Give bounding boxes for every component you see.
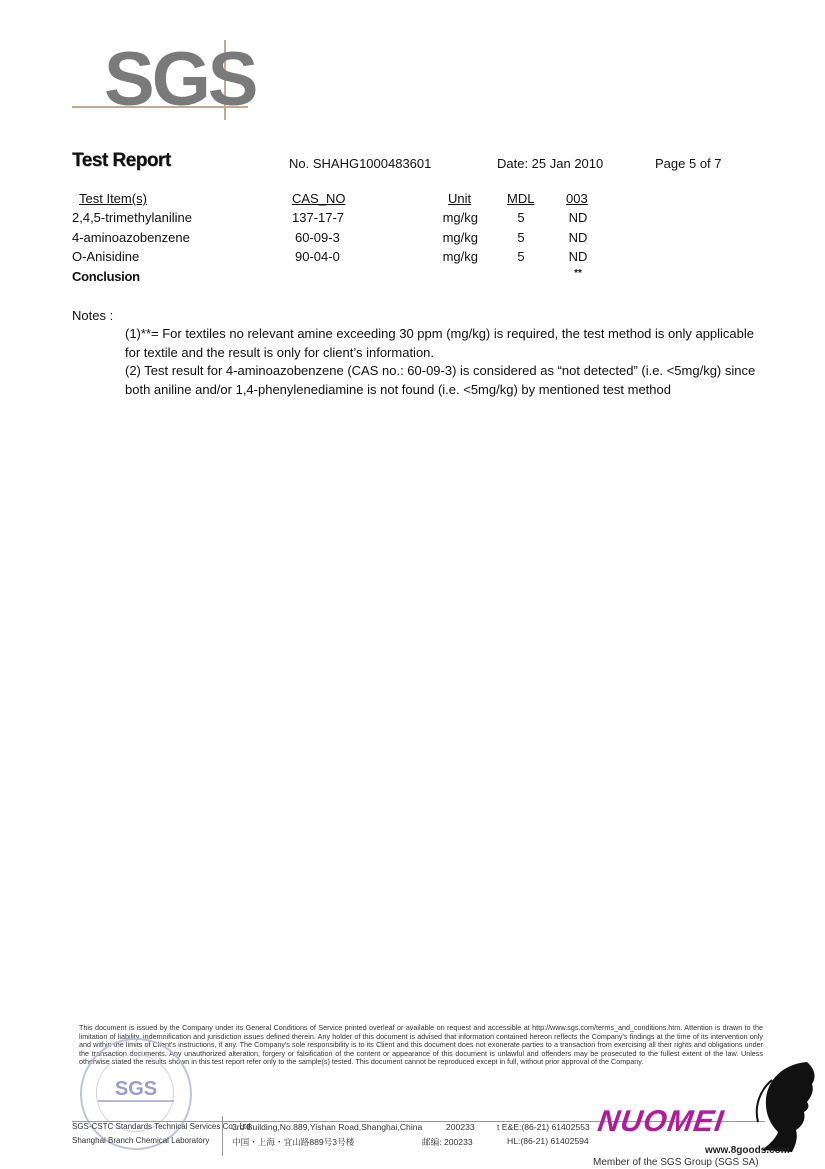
page-title: Test Report	[72, 150, 171, 171]
cell-unit: mg/kg	[442, 210, 478, 225]
cell-test-item: 4-aminoazobenzene	[72, 230, 190, 245]
note-item: (1)**= For textiles no relevant amine exceeding 30 ppm (mg/kg) is required, the test method is only applicable for textile and the result is only for client’s information.	[125, 326, 755, 360]
sgs-logo	[72, 37, 256, 122]
report-number: No. SHAHG1000483601	[289, 156, 432, 171]
cell-result: ND	[568, 210, 588, 225]
logo-text: SGS	[104, 37, 256, 122]
cell-cas-no: 60-09-3	[295, 230, 340, 245]
cell-cas-no: 137-17-7	[292, 210, 345, 225]
watermark-brand: NUOMEI	[595, 1105, 727, 1138]
company-name-en: SGS-CSTC Standards Technical Services Co., Ltd.	[72, 1122, 253, 1131]
stamp-text: SGS	[114, 1078, 158, 1100]
cell-test-item: O-Anisidine	[72, 249, 140, 264]
notes-label: Notes :	[72, 308, 114, 323]
address-cn: 中国・上海・宜山路889号3号楼	[232, 1137, 355, 1147]
cell-mdl: 5	[517, 210, 525, 225]
silhouette-face-icon	[752, 1060, 822, 1155]
column-header-unit: Unit	[448, 191, 472, 206]
postcode-cn: 邮编: 200233	[422, 1137, 473, 1147]
address-en: 3rd Building,No.889,Yishan Road,Shanghai,China	[232, 1122, 423, 1132]
cell-test-item: 2,4,5-trimethylaniline	[72, 210, 192, 225]
cell-mdl: 5	[517, 249, 525, 264]
watermark-url: www.8goods.com	[705, 1145, 790, 1156]
telephone: t E&E:(86-21) 61402553	[497, 1122, 590, 1132]
cell-cas-no: 90-04-0	[295, 249, 340, 264]
cell-mdl: 5	[517, 230, 525, 245]
sgs-seal-stamp	[80, 1038, 192, 1150]
company-lab-name: Shanghai Branch Chemical Laboratory	[72, 1136, 210, 1145]
column-header-mdl: MDL	[507, 191, 535, 206]
cell-unit: mg/kg	[442, 230, 478, 245]
cell-unit: mg/kg	[442, 249, 478, 264]
cell-result: ND	[568, 249, 588, 264]
member-line: Member of the SGS Group (SGS SA)	[593, 1157, 759, 1168]
page-number: Page 5 of 7	[655, 156, 722, 171]
report-date: Date: 25 Jan 2010	[497, 156, 604, 171]
column-header-test-item: Test Item(s)	[79, 191, 147, 206]
conclusion-value: **	[574, 268, 582, 279]
column-header-sample-003: 003	[566, 191, 588, 206]
note-item: (2) Test result for 4-aminoazobenzene (CAS no.: 60-09-3) is considered as “not detected” (i.e. <5mg/kg) since both aniline and/or 1,4-phenylenediamine is not found (i.e. <5mg/kg) by mentioned test method	[125, 363, 756, 397]
legal-disclaimer: This document is issued by the Company under its General Conditions of Service printed overleaf or available on request and accessible at http://www.sgs.com/terms_and_conditions.htm. Attention is drawn to the limitation of liability, indemnification and jurisdiction issues defined therein. Any holder of this document is advised that information contained hereon reflects the Company's findings at the time of its intervention only and within the limits of Client's instructions, if any. The Company's sole responsibility is to its Client and this document does not exonerate parties to a transaction from exercising all their rights and obligations under the transaction documents. Any unauthorized alteration, forgery or falsification of the content or appearance of this document is unlawful and offenders may be prosecuted to the fullest extent of the law. Unless otherwise stated the results shown in this test report refer only to the sample(s) tested. This document cannot be reproduced except in full, without prior approval of the Company.	[79, 1023, 763, 1067]
cell-result: ND	[568, 230, 588, 245]
postcode-en: 200233	[446, 1122, 475, 1132]
telephone-hl: HL:(86-21) 61402594	[507, 1136, 589, 1146]
column-header-cas-no: CAS_NO	[292, 191, 346, 206]
conclusion-label: Conclusion	[72, 269, 140, 284]
